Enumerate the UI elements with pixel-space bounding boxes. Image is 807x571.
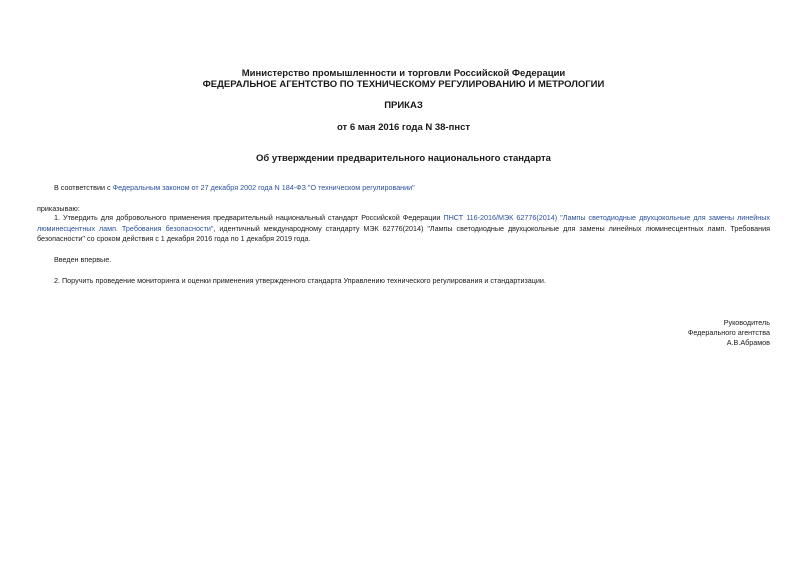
document-date-number: от 6 мая 2016 года N 38-пнст — [336, 122, 471, 133]
preamble-paragraph — [54, 183, 774, 194]
item-1-paragraph — [37, 213, 770, 245]
document-type: ПРИКАЗ — [384, 100, 423, 111]
signature-name: А.В.Абрамов — [726, 338, 770, 347]
ministry-heading: Министерство промышленности и торговли Российской Федерации — [241, 68, 566, 79]
signature-org: Федерального агентства — [687, 328, 770, 337]
first-time-note: Введен впервые. — [54, 255, 112, 264]
item-2-paragraph: 2. Поручить проведение мониторинга и оценки применения утвержденного стандарта Управлению технического регулирования и стандартизации. — [54, 276, 546, 285]
order-word: приказываю: — [37, 204, 80, 213]
preamble-prefix: В соответствии с — [54, 183, 113, 192]
federal-law-link[interactable]: Федеральным законом от 27 декабря 2002 года N 184-ФЗ "О техническом регулировании" — [112, 183, 415, 192]
item-1-suffix: , идентичный международному стандарту МЭК 62776(2014) "Лампы светодиодные двухцокольные для замены линейных люминесцентных ламп. Требования безопасности" со сроком действия с 1 декабря 2016 года по 1 декабря 2019 года. — [37, 223, 770, 243]
signature-title: Руководитель — [723, 318, 770, 327]
item-1-prefix: 1. Утвердить для добровольного применения предварительный национальный стандарт Российской Федерации — [54, 213, 444, 222]
document-subject: Об утверждении предварительного национального стандарта — [256, 153, 551, 164]
standard-link[interactable]: ПНСТ 116-2016/МЭК 62776(2014) "Лампы светодиодные двухцокольные для замены линейных люминесцентных ламп. Требования безопасности" — [37, 213, 770, 233]
agency-heading: ФЕДЕРАЛЬНОЕ АГЕНТСТВО ПО ТЕХНИЧЕСКОМУ РЕГУЛИРОВАНИЮ И МЕТРОЛОГИИ — [202, 79, 605, 90]
